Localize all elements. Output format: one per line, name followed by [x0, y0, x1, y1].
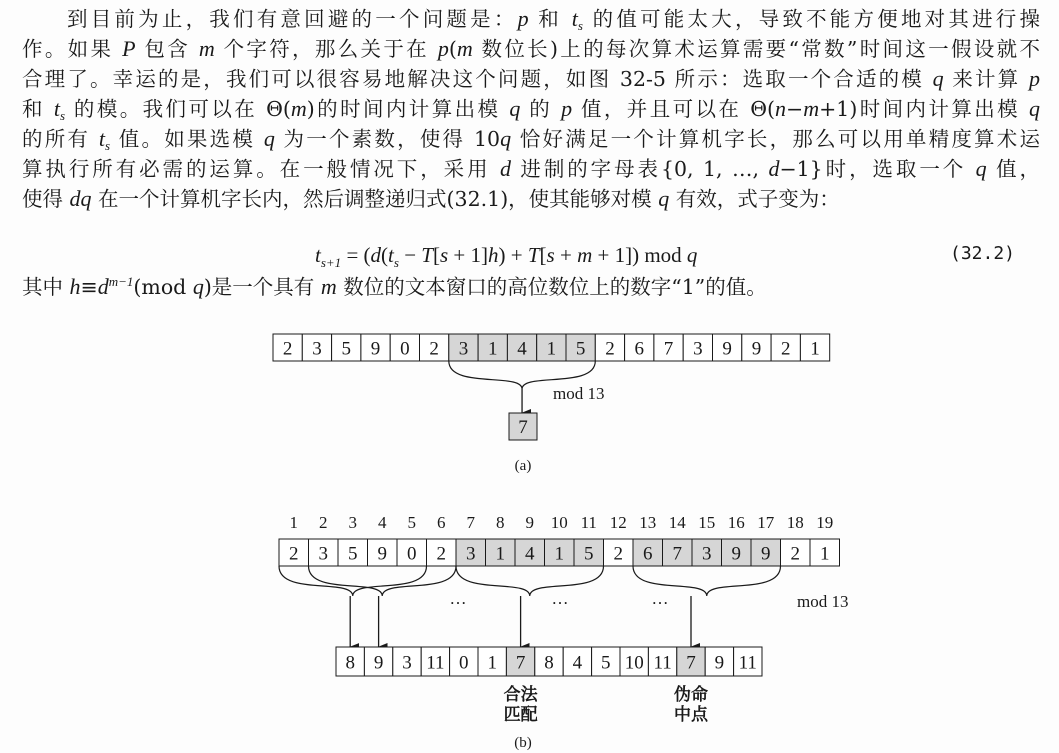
fig-a-text-digit: 9 — [751, 338, 762, 360]
fig-b-index: 19 — [816, 513, 834, 532]
fig-b-residue-digit: 4 — [572, 652, 583, 674]
fig-a-text-digit: 4 — [517, 338, 527, 360]
text-run: 作。如果 — [22, 37, 123, 61]
fig-b-index: 15 — [698, 513, 716, 532]
fig-a-text-digit: 1 — [546, 338, 557, 360]
fig-b-index: 11 — [580, 513, 597, 532]
fig-b-residue-digit: 10 — [624, 652, 644, 674]
text-run: 值。如果选模 — [110, 127, 264, 151]
math-subscript: s+1 — [320, 255, 342, 271]
text-run: 数位长)上的每次算术运算需要“常数”时间这一假设就不 — [472, 37, 1040, 61]
text-run: (mod — [133, 275, 193, 299]
text-run: 恰好满足一个计算机字长，那么可以用单精度算术运 — [511, 127, 1040, 151]
spurious-hit-label: 伪命 — [674, 685, 708, 704]
math-variable: d — [370, 243, 382, 267]
text-run: − — [398, 243, 422, 267]
math-variable: s — [546, 243, 555, 267]
text-run: 合理了。幸运的是，我们可以很容易地解决这个问题，如图 32-5 所示：选取一个合适的模 — [22, 67, 933, 91]
text-run: 其中 — [22, 275, 70, 299]
fig-b-mod-label: mod 13 — [797, 592, 849, 611]
text-run: 和 — [22, 97, 54, 121]
math-variable: h — [69, 274, 81, 299]
fig-b-text-digit: 9 — [761, 543, 771, 565]
math-variable: q — [509, 96, 521, 121]
fig-b-text-digit: 9 — [377, 543, 387, 565]
math-variable: t — [53, 96, 60, 121]
fig-a-text-digit: 3 — [458, 338, 469, 360]
fig-b-residue-digit: 11 — [738, 652, 757, 674]
fig-b-index: 12 — [609, 513, 627, 532]
equation-number: (32.2) — [950, 243, 1016, 264]
fig-b-index: 7 — [466, 513, 475, 532]
math-subscript: s — [59, 108, 66, 123]
fig-a-text-digit: 5 — [575, 338, 586, 360]
fig-b-text-digit: 9 — [731, 543, 741, 565]
fig-a-text-digit: 1 — [488, 338, 498, 360]
fig-b-residue-digit: 7 — [515, 652, 526, 674]
math-variable: q — [686, 243, 698, 267]
math-variable: d — [768, 156, 780, 181]
fig-b-text-digit: 3 — [466, 543, 476, 565]
math-variable: m — [198, 36, 215, 61]
fig-b-residue-digit: 3 — [402, 652, 412, 674]
fig-b-text-digit: 5 — [348, 543, 358, 565]
fig-b-residue-digit: 11 — [653, 652, 672, 674]
fig-a-text-digit: 9 — [722, 338, 732, 360]
fig-b-text-digit: 3 — [318, 543, 328, 565]
text-run: 在一个计算机字长内，然后调整递归式(32.1)，使其能够对模 — [91, 187, 659, 211]
text-run: ( — [448, 37, 457, 61]
math-variable: q — [263, 126, 275, 151]
ellipsis: … — [551, 589, 569, 608]
fig-b-text-digit: 3 — [702, 543, 712, 565]
math-subscript: s — [105, 138, 111, 153]
fig-b-index: 1 — [289, 513, 298, 532]
fig-a-mod-label: mod 13 — [553, 384, 605, 403]
math-variable: m — [290, 96, 307, 121]
fig-b-brace — [456, 566, 604, 596]
fig-b-brace — [309, 566, 457, 596]
text-run: 来计算 — [943, 67, 1029, 91]
fig-a-text-digit: 3 — [693, 338, 703, 360]
text-run: 个字符，那么关于在 — [214, 37, 438, 61]
text-run: 的 — [520, 97, 562, 121]
text-run: 使得 — [22, 187, 70, 211]
math-variable: t — [388, 243, 394, 267]
fig-b-brace — [279, 566, 427, 596]
fig-b-text-digit: 6 — [643, 543, 653, 565]
fig-a-text-digit: 5 — [341, 338, 351, 360]
math-variable: q — [932, 66, 944, 91]
fig-b-text-digit: 4 — [525, 543, 535, 565]
fig-b-text-digit: 7 — [672, 543, 682, 565]
math-variable: t — [571, 6, 578, 31]
math-variable: t — [98, 126, 105, 151]
fig-b-index: 5 — [407, 513, 416, 532]
math-variable: q — [1029, 96, 1040, 121]
fig-a-text-digit: 7 — [663, 338, 674, 360]
math-variable: dq — [69, 186, 92, 211]
text-run: 有效，式子变为： — [669, 187, 840, 211]
fig-a-text-digit: 2 — [781, 338, 791, 360]
math-variable: h — [488, 243, 499, 267]
text-run: − — [786, 97, 804, 121]
math-subscript: s — [577, 18, 583, 33]
fig-b-text-digit: 2 — [436, 543, 446, 565]
math-variable: T — [527, 243, 540, 267]
math-variable: m — [320, 274, 337, 299]
fig-b-index: 18 — [786, 513, 804, 532]
text-run: 的所有 — [22, 127, 99, 151]
fig-b-residue-digit: 5 — [601, 652, 611, 674]
fig-b-residue-digit: 9 — [714, 652, 725, 674]
text-run: 的模。我们可以在 Θ( — [65, 97, 291, 121]
math-subscript: s — [393, 255, 399, 271]
fig-a-caption: (a) — [514, 458, 532, 474]
text-run: ) + — [498, 243, 528, 267]
math-variable: m — [577, 243, 593, 267]
fig-b-text-digit: 0 — [407, 543, 417, 565]
ellipsis: … — [651, 589, 669, 608]
fig-b-index: 17 — [757, 513, 775, 532]
text-run: 和 — [528, 7, 572, 31]
math-variable: q — [975, 156, 987, 181]
text-run: [ — [432, 243, 440, 267]
fig-b-text-digit: 2 — [790, 543, 800, 565]
text-run: ( — [381, 243, 389, 267]
text-run: 值，并且可以在 Θ( — [572, 97, 776, 121]
math-variable: q — [192, 274, 204, 299]
fig-b-index: 9 — [525, 513, 534, 532]
text-run: + 1]) mod — [592, 243, 687, 267]
fig-b-text-digit: 5 — [584, 543, 594, 565]
math-variable: p — [1029, 66, 1040, 91]
fig-b-index: 10 — [550, 513, 568, 532]
fig-b-index: 8 — [496, 513, 505, 532]
fig-b-index: 6 — [437, 513, 446, 532]
text-run: 数位的文本窗口的高位数位上的数字“1”的值。 — [336, 275, 767, 299]
fig-b-index: 2 — [319, 513, 328, 532]
text-run: −1}时，选取一个 — [779, 157, 976, 181]
ellipsis: … — [449, 589, 467, 608]
text-run: 包含 — [135, 37, 199, 61]
text-run: 为一个素数，使得 10 — [274, 127, 501, 151]
math-variable: t — [315, 243, 321, 267]
fig-b-residue-digit: 1 — [487, 652, 497, 674]
math-variable: p — [437, 36, 449, 61]
spurious-hit-label: 中点 — [674, 705, 708, 724]
fig-a-text-digit: 3 — [312, 338, 322, 360]
fig-a-result: 7 — [518, 417, 528, 438]
fig-b-residue-digit: 0 — [459, 652, 469, 674]
fig-b-text-digit: 2 — [289, 543, 299, 565]
valid-match-label: 匹配 — [503, 705, 538, 724]
math-variable: n — [775, 96, 787, 121]
fig-b-text-digit: 1 — [554, 543, 564, 565]
fig-b-index: 13 — [639, 513, 657, 532]
math-variable: q — [658, 186, 670, 211]
fig-b-text-digit: 2 — [613, 543, 623, 565]
fig-a-text-digit: 2 — [429, 338, 439, 360]
math-variable: p — [561, 96, 573, 121]
text-run: + — [554, 243, 578, 267]
fig-b-index: 16 — [727, 513, 745, 532]
fig-a-text-digit: 6 — [634, 338, 644, 360]
text-run: ≡ — [80, 275, 98, 299]
text-run: = ( — [341, 243, 371, 267]
fig-a-text-digit: 0 — [400, 338, 410, 360]
fig-b-caption: (b) — [514, 735, 532, 751]
fig-a-text-digit: 9 — [370, 338, 381, 360]
fig-b-text-digit: 1 — [495, 543, 505, 565]
math-variable: m — [456, 36, 473, 61]
text-run: )的时间内计算出模 — [306, 97, 510, 121]
fig-b-residue-digit: 9 — [373, 652, 384, 674]
text-run: 到目前为止，我们有意回避的一个问题是： — [67, 7, 518, 31]
text-run: 算执行所有必需的运算。在一般情况下，采用 — [22, 157, 500, 181]
math-variable: d — [499, 156, 511, 181]
fig-b-residue-digit: 8 — [345, 652, 355, 674]
math-variable: T — [421, 243, 433, 267]
fig-a-text-digit: 2 — [605, 338, 615, 360]
math-superscript: m−1 — [108, 274, 134, 289]
fig-a-text-digit: 1 — [810, 338, 820, 360]
fig-b-index: 4 — [378, 513, 387, 532]
math-variable: P — [122, 36, 136, 61]
fig-a-text-digit: 2 — [282, 338, 293, 360]
text-run: 值， — [986, 157, 1041, 181]
valid-match-label: 合法 — [503, 685, 538, 704]
text-run: + 1] — [448, 243, 488, 267]
text-run: 的值可能太大，导致不能方便地对其进行操 — [582, 7, 1041, 31]
fig-b-index: 14 — [668, 513, 686, 532]
math-variable: q — [500, 126, 512, 151]
math-variable: m — [803, 96, 820, 121]
text-run: [ — [539, 243, 547, 267]
text-run: )是一个具有 — [203, 275, 321, 299]
text-run: +1)时间内计算出模 — [819, 97, 1029, 121]
fig-b-index: 3 — [348, 513, 357, 532]
text-run: 进制的字母表{0, 1, …, — [510, 157, 769, 181]
fig-b-residue-digit: 8 — [544, 652, 554, 674]
math-variable: d — [97, 274, 109, 299]
math-variable: p — [517, 6, 529, 31]
fig-b-residue-digit: 11 — [426, 652, 445, 674]
fig-b-residue-digit: 7 — [686, 652, 696, 674]
math-variable: s — [439, 243, 449, 267]
fig-b-text-digit: 1 — [820, 543, 830, 565]
